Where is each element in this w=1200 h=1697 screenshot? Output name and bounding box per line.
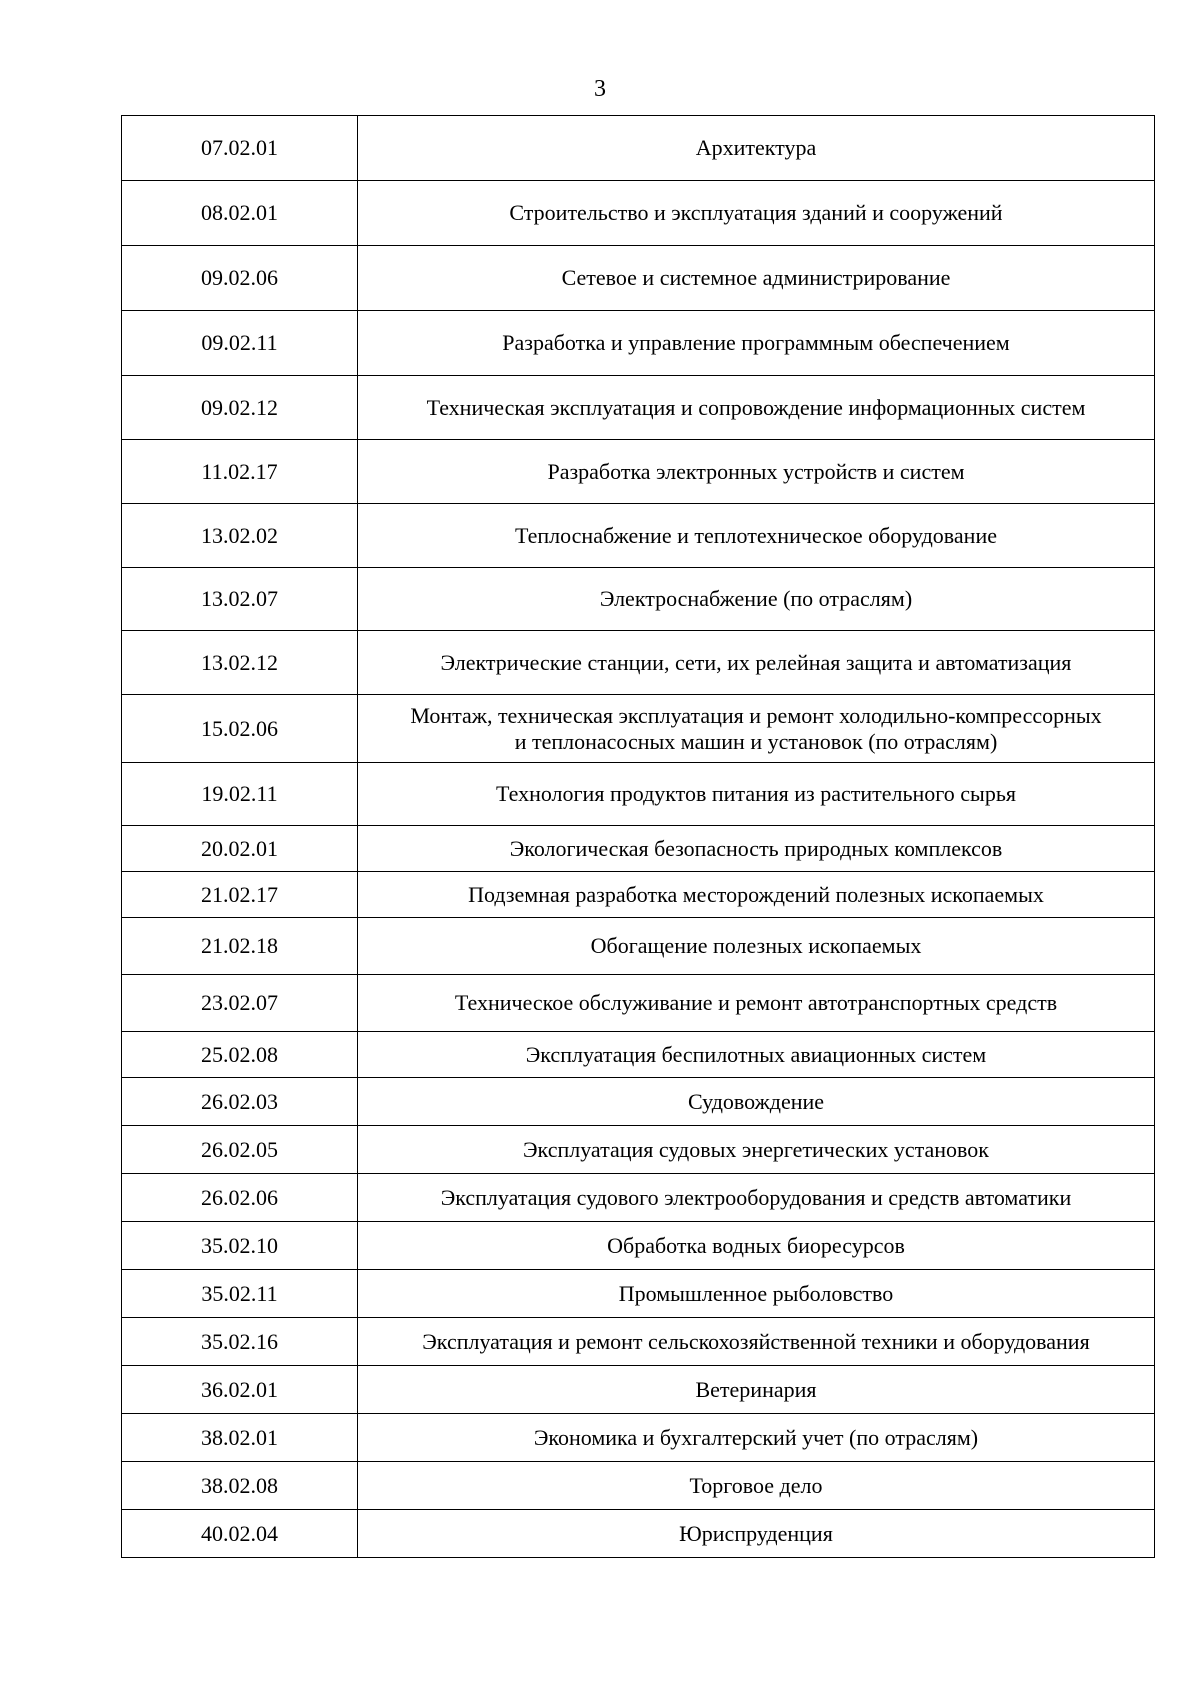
specialty-name: Техническое обслуживание и ремонт автотранспортных средств <box>358 975 1155 1032</box>
specialty-code: 40.02.04 <box>122 1510 358 1558</box>
specialty-name: Электроснабжение (по отраслям) <box>358 568 1155 631</box>
specialty-name: Архитектура <box>358 116 1155 181</box>
specialty-name: Эксплуатация беспилотных авиационных систем <box>358 1032 1155 1078</box>
table-row <box>122 918 1155 975</box>
specialty-code: 11.02.17 <box>122 440 358 504</box>
specialties-table <box>121 115 1155 1558</box>
specialty-code: 38.02.01 <box>122 1414 358 1462</box>
specialty-name: Экологическая безопасность природных комплексов <box>358 826 1155 872</box>
specialty-code: 08.02.01 <box>122 181 358 246</box>
specialty-code: 26.02.03 <box>122 1078 358 1126</box>
table-row <box>122 1366 1155 1414</box>
specialty-code: 19.02.11 <box>122 763 358 826</box>
specialty-name: Сетевое и системное администрирование <box>358 246 1155 311</box>
specialty-name: Эксплуатация и ремонт сельскохозяйственной техники и оборудования <box>358 1318 1155 1366</box>
table-row <box>122 826 1155 872</box>
table-row <box>122 1510 1155 1558</box>
specialty-name: Технология продуктов питания из растительного сырья <box>358 763 1155 826</box>
table-row <box>122 311 1155 376</box>
table-row <box>122 631 1155 695</box>
specialty-code: 13.02.07 <box>122 568 358 631</box>
specialty-code: 26.02.06 <box>122 1174 358 1222</box>
specialty-code: 20.02.01 <box>122 826 358 872</box>
table-row <box>122 763 1155 826</box>
table-row <box>122 1078 1155 1126</box>
specialty-code: 38.02.08 <box>122 1462 358 1510</box>
specialty-name: Электрические станции, сети, их релейная защита и автоматизация <box>358 631 1155 695</box>
specialty-name <box>358 695 1155 763</box>
table-row <box>122 246 1155 311</box>
specialty-code: 35.02.16 <box>122 1318 358 1366</box>
table-row <box>122 181 1155 246</box>
specialty-name: Разработка электронных устройств и систем <box>358 440 1155 504</box>
specialty-name: Эксплуатация судового электрооборудования и средств автоматики <box>358 1174 1155 1222</box>
table-row <box>122 116 1155 181</box>
specialty-code: 21.02.18 <box>122 918 358 975</box>
specialty-code: 09.02.06 <box>122 246 358 311</box>
specialty-name: Промышленное рыболовство <box>358 1270 1155 1318</box>
specialty-name: Обогащение полезных ископаемых <box>358 918 1155 975</box>
specialty-code: 21.02.17 <box>122 872 358 918</box>
table-row <box>122 1222 1155 1270</box>
specialty-code: 35.02.11 <box>122 1270 358 1318</box>
specialty-code: 13.02.02 <box>122 504 358 568</box>
specialty-name: Теплоснабжение и теплотехническое оборудование <box>358 504 1155 568</box>
table-row <box>122 440 1155 504</box>
specialty-name: Техническая эксплуатация и сопровождение информационных систем <box>358 376 1155 440</box>
table-row <box>122 1462 1155 1510</box>
specialty-name-line: Монтаж, техническая эксплуатация и ремонт холодильно-компрессорных <box>410 702 1102 728</box>
table-row <box>122 872 1155 918</box>
table-row <box>122 975 1155 1032</box>
table-row <box>122 1126 1155 1174</box>
specialty-name: Обработка водных биоресурсов <box>358 1222 1155 1270</box>
specialty-name: Ветеринария <box>358 1366 1155 1414</box>
specialty-name: Судовождение <box>358 1078 1155 1126</box>
specialty-name: Строительство и эксплуатация зданий и сооружений <box>358 181 1155 246</box>
specialty-code: 07.02.01 <box>122 116 358 181</box>
specialty-name: Разработка и управление программным обеспечением <box>358 311 1155 376</box>
specialty-name: Юриспруденция <box>358 1510 1155 1558</box>
specialty-code: 26.02.05 <box>122 1126 358 1174</box>
specialty-code: 13.02.12 <box>122 631 358 695</box>
specialty-code: 35.02.10 <box>122 1222 358 1270</box>
table-row <box>122 1032 1155 1078</box>
table-row <box>122 568 1155 631</box>
specialty-code: 25.02.08 <box>122 1032 358 1078</box>
specialty-code: 09.02.12 <box>122 376 358 440</box>
table-row <box>122 1414 1155 1462</box>
specialty-name: Экономика и бухгалтерский учет (по отраслям) <box>358 1414 1155 1462</box>
specialty-code: 36.02.01 <box>122 1366 358 1414</box>
page-number: 3 <box>594 76 606 102</box>
specialty-code: 09.02.11 <box>122 311 358 376</box>
specialty-name: Эксплуатация судовых энергетических установок <box>358 1126 1155 1174</box>
table-row <box>122 1174 1155 1222</box>
table-row <box>122 1270 1155 1318</box>
specialty-name: Торговое дело <box>358 1462 1155 1510</box>
specialty-name: Подземная разработка месторождений полезных ископаемых <box>358 872 1155 918</box>
specialty-name-line: и теплонасосных машин и установок (по отраслям) <box>514 728 998 754</box>
table-row <box>122 695 1155 763</box>
table-row <box>122 376 1155 440</box>
specialty-code: 23.02.07 <box>122 975 358 1032</box>
table-row <box>122 504 1155 568</box>
table-row <box>122 1318 1155 1366</box>
specialty-code: 15.02.06 <box>122 695 358 763</box>
